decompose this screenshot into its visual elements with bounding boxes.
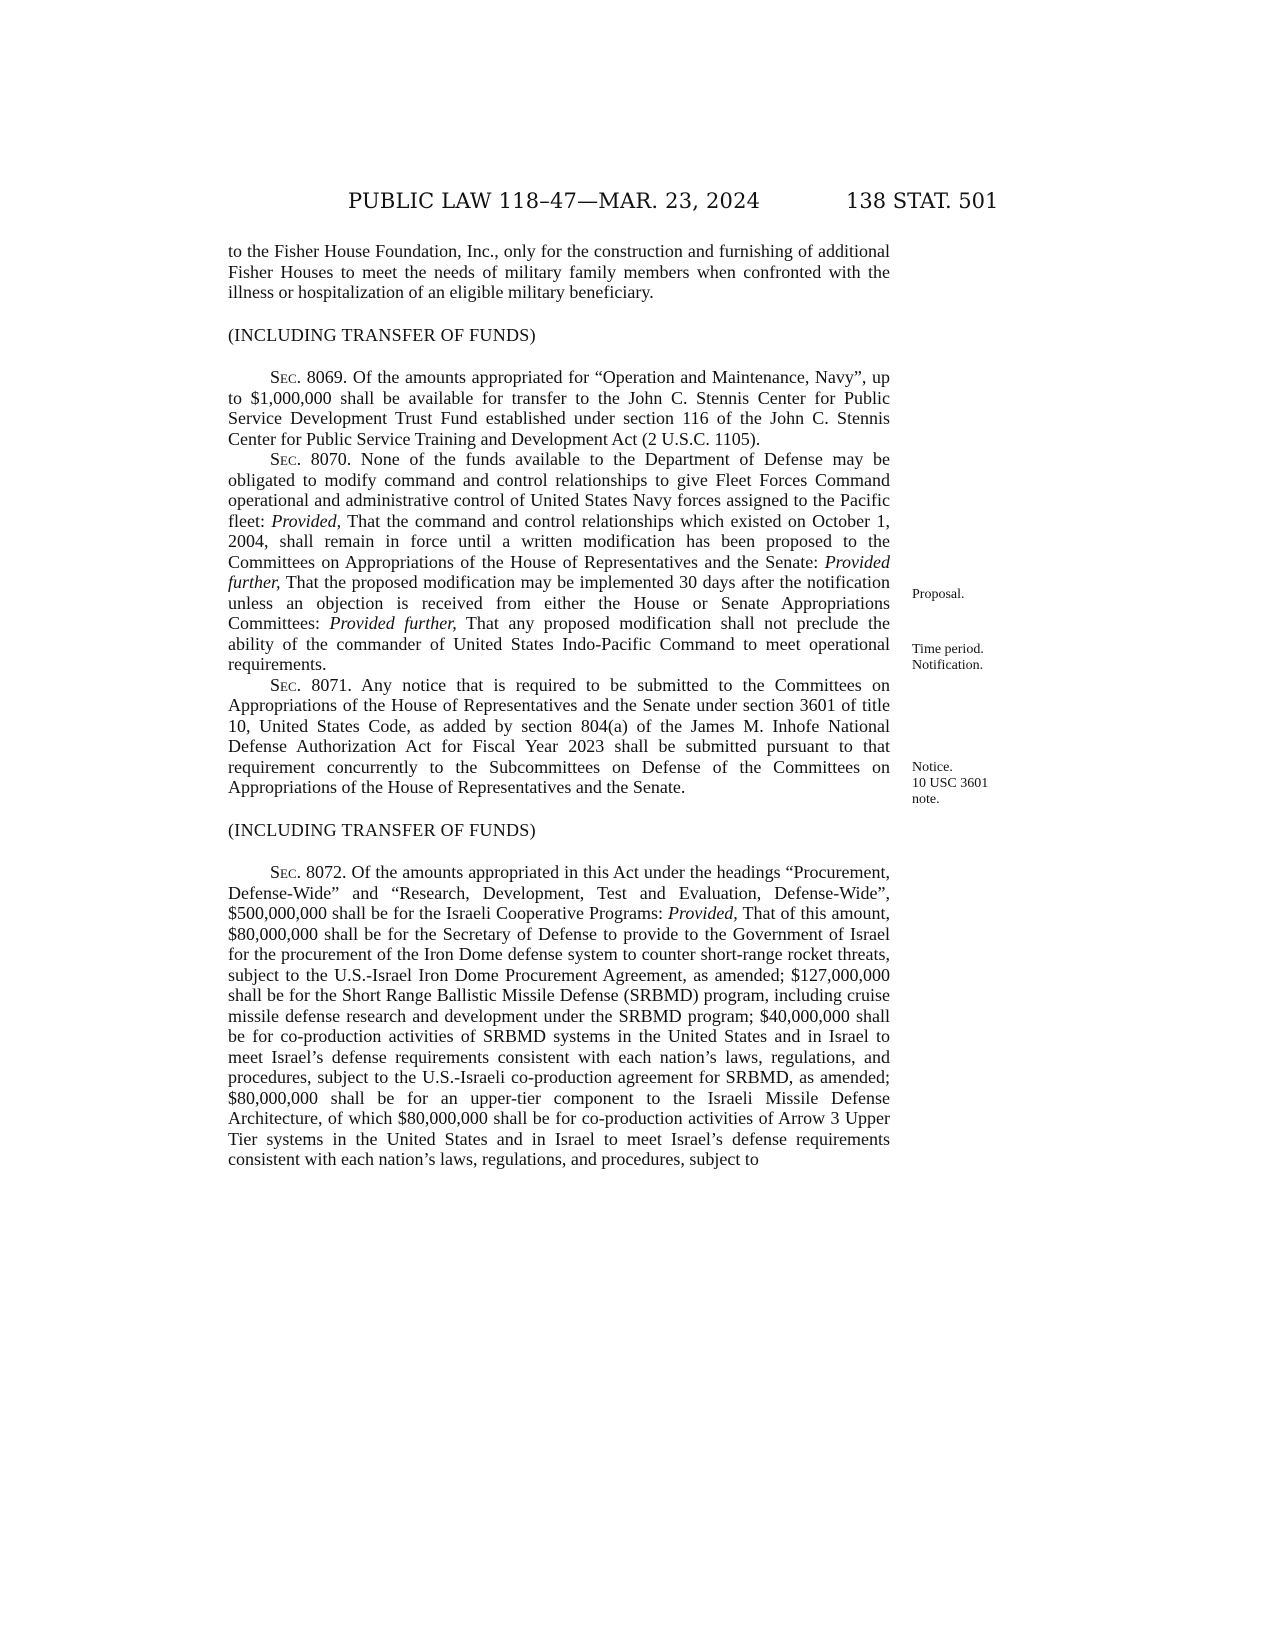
body-text-column xyxy=(228,241,890,1170)
section-8072: Sec. 8072. Of the amounts appropriated in this Act under the headings “Procurement, Defense-Wide” and “Research, Development, Test and Evaluation, Defense-Wide”, $500,000,000 shall be for the Israeli Cooperative Programs: Provided, That of this amount, $80,000,000 shall be for the Secretary of Defense to provide to the Government of Israel for the procurement of the Iron Dome defense system to counter short-range rocket threats, subject to the U.S.-Israel Iron Dome Procurement Agreement, as amended; $127,000,000 shall be for the Short Range Ballistic Missile Defense (SRBMD) program, including cruise missile defense research and development under the SRBMD program; $40,000,000 shall be for co-production activities of SRBMD systems in the United States and in Israel to meet Israel’s defense requirements consistent with each nation’s laws, regulations, and procedures, subject to the U.S.-Israeli co-production agreement for SRBMD, as amended; $80,000,000 shall be for an upper-tier component to the Israeli Missile Defense Architecture, of which $80,000,000 shall be for co-production activities of Arrow 3 Upper Tier systems in the United States and in Israel to meet Israel’s defense requirements consistent with each nation’s laws, regulations, and procedures, subject to xyxy=(228,862,891,1169)
margin-note-time-period: Time period. xyxy=(912,642,984,657)
margin-note-note: note. xyxy=(912,792,940,807)
page-header-stat-number: 138 STAT. 501 xyxy=(846,189,999,213)
margin-note-notice: Notice. xyxy=(912,760,953,775)
section-8070: Sec. 8070. None of the funds available to the Department of Defense may be obligated to modify command and control relationships to give Fleet Forces Command operational and administrative control of United States Navy forces assigned to the Pacific fleet: Provided, That the command and control relationships which existed on October 1, 2004, shall remain in force until a written modification has been proposed to the Committees on Appropriations of the House of Representatives and the Senate: Provided further, That the proposed modification may be implemented 30 days after the notification unless an objection is received from either the House or Senate Appropriations Committees: Provided further, That any proposed modification shall not preclude the ability of the commander of United States Indo-Pacific Command to meet operational requirements. xyxy=(228,449,890,674)
sec-label: Sec. xyxy=(270,449,302,469)
sec-label: Sec. xyxy=(270,674,302,695)
caption-transfer-of-funds: (INCLUDING TRANSFER OF FUNDS) xyxy=(228,324,536,345)
sec-label: Sec. xyxy=(270,367,302,387)
section-8069: Sec. 8069. Of the amounts appropriated for “Operation and Maintenance, Navy”, up to $1,000,000 shall be available for transfer to the John C. Stennis Center for Public Service Development Trust Fund established under section 116 of the John C. Stennis Center for Public Service Training and Development Act (2 U.S.C. 1105). xyxy=(228,367,890,449)
section-8071: Sec. 8071. Any notice that is required to be submitted to the Committees on Appropriations of the House of Representatives and the Senate under section 3601 of title 10, United States Code, as added by section 804(a) of the James M. Inhofe National Defense Authorization Act for Fiscal Year 2023 shall be submitted pursuant to that requirement concurrently to the Subcommittees on Defense of the Committees on Appropriations of the House of Representatives and the Senate. xyxy=(228,674,890,797)
paragraph-fisher-house: to the Fisher House Foundation, Inc., only for the construction and furnishing of additional Fisher Houses to meet the needs of military family members when confronted with the illness or hospitalization of an eligible military beneficiary. xyxy=(228,241,890,302)
margin-note-usc-citation: 10 USC 3601 xyxy=(912,776,989,791)
margin-note-proposal: Proposal. xyxy=(912,587,965,602)
page-header-title: PUBLIC LAW 118–47—MAR. 23, 2024 xyxy=(348,189,761,213)
sec-label: Sec. xyxy=(270,862,302,882)
caption-transfer-of-funds: (INCLUDING TRANSFER OF FUNDS) xyxy=(228,819,536,840)
margin-note-notification: Notification. xyxy=(912,658,984,673)
